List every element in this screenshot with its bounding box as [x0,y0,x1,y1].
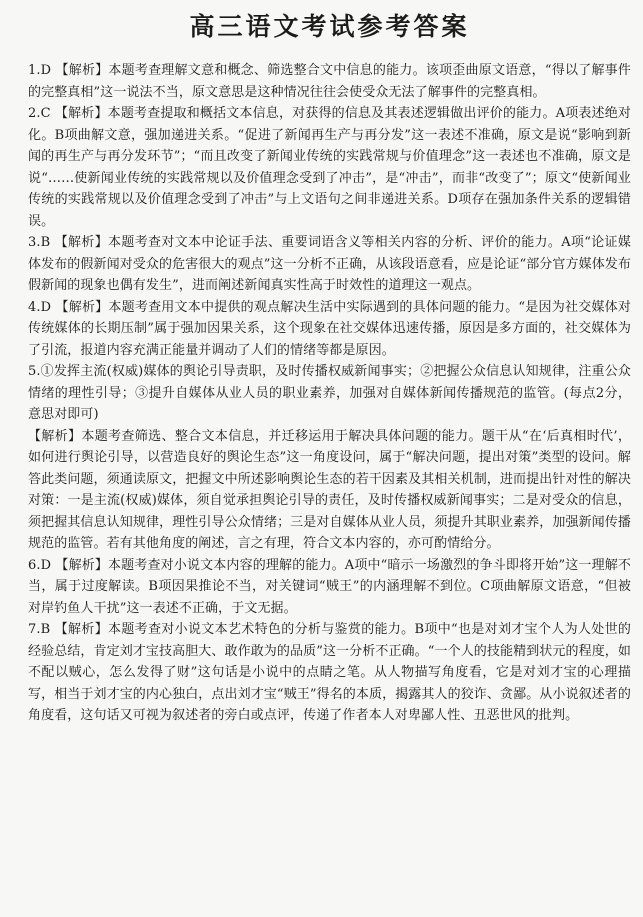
answer-item-5: 5.①发挥主流(权威)媒体的舆论引导责职，及时传播权威新闻事实；②把握公众信息认知规律，注重公众情绪的理性引导；③提升自媒体从业人员的职业素养，加强对自媒体新闻传播规范的监管。(每点2分，意思对即可) [28,364,631,422]
answer-item-1: 1.D 【解析】本题考查理解文意和概念、筛选整合文中信息的能力。该项歪曲原文语意，“得以了解事件的完整真相”这一说法不当，原文意思是这种情况往往会使受众无法了解事件的完整真相。 [28,63,631,100]
answer-item-3: 3.B 【解析】本题考查对文本中论证手法、重要词语含义等相关内容的分析、评价的能力。A项“论证媒体发布的假新闻对受众的危害很大的观点”这一分析不正确，从该段语意看，应是论证“部分官方媒体发布假新闻的现象也偶有发生”，进而阐述新闻真实性高于时效性的道理这一观点。 [28,235,631,293]
answer-item-7: 7.B 【解析】本题考查对小说文本艺术特色的分析与鉴赏的能力。B项中“也是对刘才宝个人为人处世的经验总结，肯定刘才宝技高胆大、敢作敢为的品质”这一分析不正确。“一个人的技能精到状元的程度，如不配以贼心，怎么发得了财”这句话是小说中的点睛之笔。从人物描写角度看，它是对刘才宝的心理描写，相当于刘才宝的内心独白，点出刘才宝“贼王”得名的本质，揭露其人的狡诈、贪鄙。从小说叙述者的角度看，这句话又可视为叙述者的旁白或点评，传递了作者本人对卑鄙人性、丑恶世风的批判。 [28,622,631,723]
page-title: 高三语文考试参考答案 [189,12,470,41]
answer-item-4: 4.D 【解析】本题考查用文本中提供的观点解决生活中实际遇到的具体问题的能力。“是因为社交媒体对传统媒体的长期压制”属于强加因果关系，这个现象在社交媒体迅速传播，原因是多方面的，社交媒体为了引流，报道内容充满正能量并调动了人们的情绪等都是原因。 [28,299,631,358]
answer-item-5-analysis: 【解析】本题考查筛选、整合文本信息，并迁移运用于解决具体问题的能力。题干从“在‘后真相时代’，如何进行舆论引导，以营造良好的舆论生态”这一角度设问，属于“解决问题，提出对策”类型的设问。解答此类问题，须通读原文，把握文中所述影响舆论生态的若干因素及其相关机制，进而提出针对性的解决对策：一是主流(权威)媒体，须自觉承担舆论引导的责任，及时传播权威新闻事实；二是对受众的信息，须把握其信息认知规律，理性引导公众情绪；三是对自媒体从业人员，须提升其职业素养，加强新闻传播规范的监管。若有其他角度的阐述，言之有理，符合文本内容的，亦可酌情给分。 [28,428,631,551]
answer-item-6: 6.D 【解析】本题考查对小说文本内容的理解的能力。A项中“暗示一场激烈的争斗即将开始”这一理解不当，属于过度解读。B项因果推论不当，对关键词“贼王”的内涵理解不到位。C项曲解原文语意，“但被对岸钓鱼人干扰”这一表述不正确，于文无据。 [28,557,631,616]
answer-item-2: 2.C 【解析】本题考查提取和概括文本信息，对获得的信息及其表述逻辑做出评价的能力。A项表述绝对化。B项曲解文意，强加递进关系。“促进了新闻再生产与再分发”这一表述不准确，原文是说“影响到新闻的再生产与再分发环节”；“而且改变了新闻业传统的实践常规与价值理念”这一表述也不准确，原文是说“……使新闻业传统的实践常规以及价值理念受到了冲击”，是“冲击”，而非“改变了”；原文“使新闻业传统的实践常规以及价值理念受到了冲击”与上文语句之间非递进关系。D项存在强加条件关系的逻辑错误。 [28,106,631,229]
